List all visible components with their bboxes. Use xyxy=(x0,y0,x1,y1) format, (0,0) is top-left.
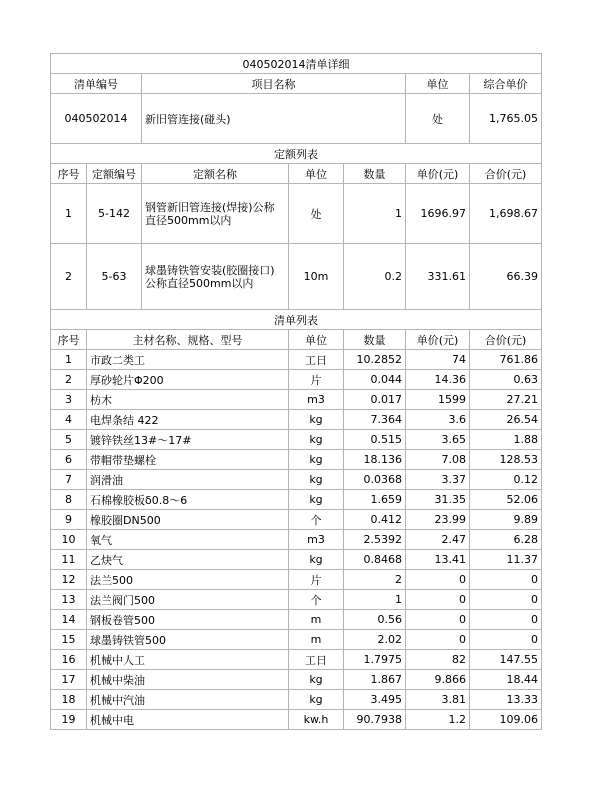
material-total: 13.33 xyxy=(470,690,542,710)
bill-unit-header: 单位 xyxy=(406,74,470,94)
material-unit: 片 xyxy=(289,570,344,590)
material-unit: kg xyxy=(289,450,344,470)
material-row xyxy=(51,710,542,730)
material-name: 法兰500 xyxy=(87,570,289,590)
material-seq: 2 xyxy=(51,370,87,390)
material-unit: m3 xyxy=(289,390,344,410)
material-row xyxy=(51,630,542,650)
quota-unit-header: 单位 xyxy=(289,164,344,184)
quota-total: 1,698.67 xyxy=(470,184,542,244)
material-total: 0 xyxy=(470,630,542,650)
material-row xyxy=(51,650,542,670)
material-row xyxy=(51,390,542,410)
material-unit: 个 xyxy=(289,590,344,610)
material-seq: 10 xyxy=(51,530,87,550)
material-row xyxy=(51,490,542,510)
material-row xyxy=(51,430,542,450)
material-name: 电焊条结 422 xyxy=(87,410,289,430)
material-total: 52.06 xyxy=(470,490,542,510)
material-name: 厚砂轮片Φ200 xyxy=(87,370,289,390)
bill-price: 1,765.05 xyxy=(470,94,542,144)
material-name: 市政二类工 xyxy=(87,350,289,370)
material-row xyxy=(51,690,542,710)
material-seq: 15 xyxy=(51,630,87,650)
quota-seq-header: 序号 xyxy=(51,164,87,184)
material-row xyxy=(51,610,542,630)
material-name: 润滑油 xyxy=(87,470,289,490)
material-total: 761.86 xyxy=(470,350,542,370)
material-seq: 17 xyxy=(51,670,87,690)
quota-seq: 2 xyxy=(51,244,87,310)
material-name: 氧气 xyxy=(87,530,289,550)
material-qty: 2 xyxy=(344,570,406,590)
bill-name: 新旧管连接(碰头) xyxy=(142,94,406,144)
material-total: 26.54 xyxy=(470,410,542,430)
material-total: 9.89 xyxy=(470,510,542,530)
material-seq: 14 xyxy=(51,610,87,630)
material-price: 0 xyxy=(406,570,470,590)
material-row xyxy=(51,510,542,530)
material-price: 74 xyxy=(406,350,470,370)
material-qty: 2.02 xyxy=(344,630,406,650)
material-unit: m3 xyxy=(289,530,344,550)
material-row xyxy=(51,550,542,570)
material-price: 13.41 xyxy=(406,550,470,570)
material-total: 27.21 xyxy=(470,390,542,410)
material-name: 机械中汽油 xyxy=(87,690,289,710)
material-unit: kg xyxy=(289,690,344,710)
quota-qty-header: 数量 xyxy=(344,164,406,184)
material-row xyxy=(51,570,542,590)
bill-price-header: 综合单价 xyxy=(470,74,542,94)
material-unit: m xyxy=(289,630,344,650)
material-seq: 19 xyxy=(51,710,87,730)
material-name: 机械中电 xyxy=(87,710,289,730)
material-qty: 7.364 xyxy=(344,410,406,430)
quota-total-header: 合价(元) xyxy=(470,164,542,184)
material-name: 钢板卷管500 xyxy=(87,610,289,630)
material-seq: 13 xyxy=(51,590,87,610)
sheet-title: 040502014清单详细 xyxy=(51,54,542,74)
material-price: 31.35 xyxy=(406,490,470,510)
quota-code: 5-142 xyxy=(87,184,142,244)
quota-total: 66.39 xyxy=(470,244,542,310)
material-qty: 3.495 xyxy=(344,690,406,710)
material-qty: 0.8468 xyxy=(344,550,406,570)
material-total-header: 合价(元) xyxy=(470,330,542,350)
material-price: 0 xyxy=(406,590,470,610)
material-total: 0 xyxy=(470,570,542,590)
material-name: 机械中人工 xyxy=(87,650,289,670)
material-name: 法兰阀门500 xyxy=(87,590,289,610)
material-row xyxy=(51,410,542,430)
material-qty: 0.044 xyxy=(344,370,406,390)
material-seq: 3 xyxy=(51,390,87,410)
material-price: 1599 xyxy=(406,390,470,410)
material-total: 147.55 xyxy=(470,650,542,670)
material-unit: 个 xyxy=(289,510,344,530)
material-total: 1.88 xyxy=(470,430,542,450)
material-price: 3.81 xyxy=(406,690,470,710)
material-seq: 18 xyxy=(51,690,87,710)
material-qty: 18.136 xyxy=(344,450,406,470)
material-seq: 16 xyxy=(51,650,87,670)
material-seq: 5 xyxy=(51,430,87,450)
quota-name: 球墨铸铁管安装(胶圈接口)公称直径500mm以内 xyxy=(142,244,289,310)
material-unit: kw.h xyxy=(289,710,344,730)
material-total: 0 xyxy=(470,610,542,630)
material-row xyxy=(51,350,542,370)
material-row xyxy=(51,530,542,550)
material-section-title: 清单列表 xyxy=(51,310,542,330)
material-row xyxy=(51,370,542,390)
material-price: 3.6 xyxy=(406,410,470,430)
material-unit: 片 xyxy=(289,370,344,390)
material-qty: 0.412 xyxy=(344,510,406,530)
material-total: 18.44 xyxy=(470,670,542,690)
material-total: 0 xyxy=(470,590,542,610)
material-price: 9.866 xyxy=(406,670,470,690)
material-seq: 7 xyxy=(51,470,87,490)
quota-seq: 1 xyxy=(51,184,87,244)
material-price: 3.37 xyxy=(406,470,470,490)
material-name: 带帽带垫螺栓 xyxy=(87,450,289,470)
material-price: 0 xyxy=(406,630,470,650)
material-price-header: 单价(元) xyxy=(406,330,470,350)
material-price: 82 xyxy=(406,650,470,670)
material-name: 橡胶圈DN500 xyxy=(87,510,289,530)
bill-detail-table xyxy=(50,53,542,730)
material-unit: m xyxy=(289,610,344,630)
material-qty: 2.5392 xyxy=(344,530,406,550)
material-price: 23.99 xyxy=(406,510,470,530)
material-seq: 4 xyxy=(51,410,87,430)
material-qty: 1.867 xyxy=(344,670,406,690)
material-price: 3.65 xyxy=(406,430,470,450)
material-qty: 0.515 xyxy=(344,430,406,450)
material-seq: 9 xyxy=(51,510,87,530)
material-price: 14.36 xyxy=(406,370,470,390)
material-unit: kg xyxy=(289,550,344,570)
bill-name-header: 项目名称 xyxy=(142,74,406,94)
material-qty: 10.2852 xyxy=(344,350,406,370)
material-qty: 1.7975 xyxy=(344,650,406,670)
quota-price: 1696.97 xyxy=(406,184,470,244)
bill-unit: 处 xyxy=(406,94,470,144)
material-name: 枋木 xyxy=(87,390,289,410)
material-qty: 90.7938 xyxy=(344,710,406,730)
material-name: 乙炔气 xyxy=(87,550,289,570)
bill-code: 040502014 xyxy=(51,94,142,144)
material-qty: 0.0368 xyxy=(344,470,406,490)
material-name-header: 主材名称、规格、型号 xyxy=(87,330,289,350)
material-row xyxy=(51,470,542,490)
material-name: 球墨铸铁管500 xyxy=(87,630,289,650)
material-name: 机械中柴油 xyxy=(87,670,289,690)
material-row xyxy=(51,590,542,610)
quota-row xyxy=(51,184,542,244)
material-price: 0 xyxy=(406,610,470,630)
material-total: 128.53 xyxy=(470,450,542,470)
quota-name: 钢管新旧管连接(焊接)公称直径500mm以内 xyxy=(142,184,289,244)
quota-section-title: 定额列表 xyxy=(51,144,542,164)
material-qty: 0.56 xyxy=(344,610,406,630)
quota-unit: 10m xyxy=(289,244,344,310)
material-row xyxy=(51,450,542,470)
material-total: 11.37 xyxy=(470,550,542,570)
quota-qty: 0.2 xyxy=(344,244,406,310)
material-total: 0.12 xyxy=(470,470,542,490)
material-total: 0.63 xyxy=(470,370,542,390)
material-seq: 6 xyxy=(51,450,87,470)
material-unit-header: 单位 xyxy=(289,330,344,350)
material-qty: 1 xyxy=(344,590,406,610)
material-total: 109.06 xyxy=(470,710,542,730)
quota-code-header: 定额编号 xyxy=(87,164,142,184)
material-seq: 11 xyxy=(51,550,87,570)
quota-price: 331.61 xyxy=(406,244,470,310)
material-qty-header: 数量 xyxy=(344,330,406,350)
material-price: 1.2 xyxy=(406,710,470,730)
material-unit: kg xyxy=(289,410,344,430)
quota-code: 5-63 xyxy=(87,244,142,310)
material-row xyxy=(51,670,542,690)
material-unit: kg xyxy=(289,470,344,490)
quota-price-header: 单价(元) xyxy=(406,164,470,184)
material-qty: 0.017 xyxy=(344,390,406,410)
material-seq-header: 序号 xyxy=(51,330,87,350)
material-unit: 工日 xyxy=(289,350,344,370)
quota-qty: 1 xyxy=(344,184,406,244)
material-unit: kg xyxy=(289,490,344,510)
material-seq: 1 xyxy=(51,350,87,370)
material-unit: 工日 xyxy=(289,650,344,670)
quota-name-header: 定额名称 xyxy=(142,164,289,184)
material-name: 镀锌铁丝13#～17# xyxy=(87,430,289,450)
bill-code-header: 清单编号 xyxy=(51,74,142,94)
material-seq: 12 xyxy=(51,570,87,590)
material-total: 6.28 xyxy=(470,530,542,550)
material-unit: kg xyxy=(289,670,344,690)
material-price: 7.08 xyxy=(406,450,470,470)
material-price: 2.47 xyxy=(406,530,470,550)
material-unit: kg xyxy=(289,430,344,450)
material-name: 石棉橡胶板δ0.8～6 xyxy=(87,490,289,510)
material-seq: 8 xyxy=(51,490,87,510)
quota-unit: 处 xyxy=(289,184,344,244)
quota-row xyxy=(51,244,542,310)
material-qty: 1.659 xyxy=(344,490,406,510)
